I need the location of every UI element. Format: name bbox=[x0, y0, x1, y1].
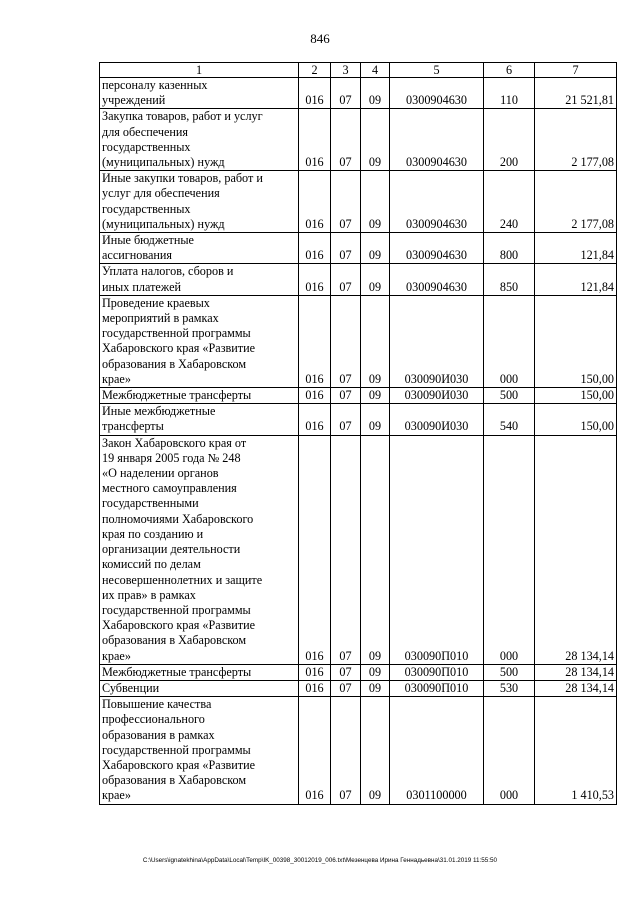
section-code: 07 bbox=[331, 295, 361, 387]
subsection-code: 09 bbox=[361, 404, 390, 435]
target-article-code: 0301100000 bbox=[390, 697, 484, 804]
row-name-line: персоналу казенных bbox=[102, 78, 208, 92]
row-name-line: государственной программы bbox=[102, 742, 251, 757]
table-row bbox=[100, 664, 617, 680]
amount-value: 2 177,08 bbox=[535, 171, 617, 233]
page-number: 846 bbox=[310, 31, 330, 46]
subsection-code: 09 bbox=[361, 295, 390, 387]
gov-code: 016 bbox=[299, 388, 331, 404]
subsection-code: 09 bbox=[361, 388, 390, 404]
row-name-line: Иные бюджетные bbox=[102, 233, 194, 248]
col-header: 5 bbox=[390, 63, 484, 78]
target-article-code: 0300904630 bbox=[390, 78, 484, 109]
table-row bbox=[100, 171, 617, 233]
row-name-line: (муниципальных) нужд bbox=[102, 155, 225, 170]
table-row bbox=[100, 264, 617, 295]
row-name-line: несовершеннолетних и защите bbox=[102, 572, 263, 587]
gov-code: 016 bbox=[299, 171, 331, 233]
target-article-code: 030090И030 bbox=[390, 404, 484, 435]
row-name-line: государственной программы bbox=[102, 326, 251, 341]
row-name-line: крае» bbox=[102, 788, 131, 803]
gov-code: 016 bbox=[299, 78, 331, 109]
row-name-line: «О наделении органов bbox=[102, 466, 219, 481]
row-name-line: Хабаровского края «Развитие bbox=[102, 341, 256, 356]
row-name-line: услуг для обеспечения bbox=[102, 186, 220, 201]
row-name-line: для обеспечения bbox=[102, 124, 189, 139]
table-body bbox=[100, 78, 617, 805]
amount-value: 1 410,53 bbox=[535, 697, 617, 804]
col-header: 2 bbox=[299, 63, 331, 78]
expense-type-code: 000 bbox=[484, 295, 535, 387]
row-name-line: трансферты bbox=[102, 419, 164, 434]
table-row bbox=[100, 233, 617, 264]
row-name-line: полномочиями Хабаровского bbox=[102, 511, 254, 526]
amount-value: 121,84 bbox=[535, 264, 617, 295]
section-code: 07 bbox=[331, 233, 361, 264]
gov-code: 016 bbox=[299, 295, 331, 387]
amount-value: 2 177,08 bbox=[535, 109, 617, 171]
row-name-line: образования в Хабаровском bbox=[102, 356, 247, 371]
gov-code: 016 bbox=[299, 697, 331, 804]
amount-value: 28 134,14 bbox=[535, 435, 617, 664]
target-article-code: 030090П010 bbox=[390, 435, 484, 664]
col-header: 1 bbox=[100, 63, 299, 78]
table-header-row bbox=[100, 63, 617, 78]
row-name bbox=[100, 233, 299, 264]
row-name bbox=[100, 295, 299, 387]
row-name-line: учреждений bbox=[102, 93, 166, 108]
row-name-line: Межбюджетные трансферты bbox=[102, 664, 252, 679]
row-name bbox=[100, 109, 299, 171]
expense-type-code: 540 bbox=[484, 404, 535, 435]
table-row bbox=[100, 435, 617, 664]
table-row bbox=[100, 680, 617, 696]
row-name bbox=[100, 664, 299, 680]
amount-value: 121,84 bbox=[535, 233, 617, 264]
row-name-line: Межбюджетные трансферты bbox=[102, 388, 252, 403]
file-path-footer: C:\Users\ignatekhina\AppData\Local\Temp\IK_00398_30012019_006.txt\Мезенцева Ирина Геннадьевна\31.01.2019 11:55:50 bbox=[142, 857, 498, 864]
row-name bbox=[100, 171, 299, 233]
expense-type-code: 240 bbox=[484, 171, 535, 233]
table-row bbox=[100, 388, 617, 404]
row-name-line: организации деятельности bbox=[102, 542, 241, 557]
row-name-line: Хабаровского края «Развитие bbox=[102, 757, 256, 772]
row-name-line: (муниципальных) нужд bbox=[102, 216, 225, 231]
row-name-line: Хабаровского края «Развитие bbox=[102, 618, 256, 633]
row-name-line: 19 января 2005 года № 248 bbox=[102, 450, 241, 465]
expense-type-code: 800 bbox=[484, 233, 535, 264]
expense-type-code: 000 bbox=[484, 435, 535, 664]
section-code: 07 bbox=[331, 404, 361, 435]
amount-value: 28 134,14 bbox=[535, 680, 617, 696]
row-name-line: комиссий по делам bbox=[102, 557, 201, 572]
expense-type-code: 200 bbox=[484, 109, 535, 171]
row-name bbox=[100, 435, 299, 664]
row-name-line: мероприятий в рамках bbox=[102, 311, 219, 326]
row-name-line: государственными bbox=[102, 496, 199, 511]
row-name bbox=[100, 697, 299, 804]
target-article-code: 0300904630 bbox=[390, 109, 484, 171]
subsection-code: 09 bbox=[361, 264, 390, 295]
col-header: 4 bbox=[361, 63, 390, 78]
row-name-line: Проведение краевых bbox=[102, 295, 210, 310]
row-name-line: профессионального bbox=[102, 712, 205, 727]
table-row bbox=[100, 404, 617, 435]
gov-code: 016 bbox=[299, 680, 331, 696]
gov-code: 016 bbox=[299, 404, 331, 435]
amount-value: 28 134,14 bbox=[535, 664, 617, 680]
section-code: 07 bbox=[331, 109, 361, 171]
subsection-code: 09 bbox=[361, 78, 390, 109]
row-name-line: государственных bbox=[102, 201, 191, 216]
subsection-code: 09 bbox=[361, 233, 390, 264]
row-name-line: крае» bbox=[102, 648, 131, 663]
target-article-code: 0300904630 bbox=[390, 264, 484, 295]
section-code: 07 bbox=[331, 680, 361, 696]
row-name bbox=[100, 78, 299, 109]
section-code: 07 bbox=[331, 388, 361, 404]
section-code: 07 bbox=[331, 264, 361, 295]
row-name-line: образования в Хабаровском bbox=[102, 633, 247, 648]
table-row bbox=[100, 109, 617, 171]
col-header: 3 bbox=[331, 63, 361, 78]
expense-type-code: 530 bbox=[484, 680, 535, 696]
row-name-line: Субвенции bbox=[102, 680, 160, 695]
row-name-line: местного самоуправления bbox=[102, 481, 237, 496]
row-name-line: их прав» в рамках bbox=[102, 587, 196, 602]
gov-code: 016 bbox=[299, 664, 331, 680]
subsection-code: 09 bbox=[361, 697, 390, 804]
row-name-line: иных платежей bbox=[102, 279, 181, 294]
expense-type-code: 500 bbox=[484, 664, 535, 680]
expense-type-code: 110 bbox=[484, 78, 535, 109]
row-name-line: государственной программы bbox=[102, 602, 251, 617]
target-article-code: 0300904630 bbox=[390, 171, 484, 233]
row-name-line: Повышение качества bbox=[102, 697, 212, 712]
row-name bbox=[100, 264, 299, 295]
section-code: 07 bbox=[331, 78, 361, 109]
row-name bbox=[100, 680, 299, 696]
expense-type-code: 500 bbox=[484, 388, 535, 404]
budget-table bbox=[99, 62, 617, 805]
section-code: 07 bbox=[331, 171, 361, 233]
amount-value: 21 521,81 bbox=[535, 78, 617, 109]
row-name-line: Иные закупки товаров, работ и bbox=[102, 171, 263, 186]
subsection-code: 09 bbox=[361, 680, 390, 696]
subsection-code: 09 bbox=[361, 435, 390, 664]
section-code: 07 bbox=[331, 697, 361, 804]
section-code: 07 bbox=[331, 435, 361, 664]
row-name-line: Иные межбюджетные bbox=[102, 404, 216, 419]
row-name-line: образования в Хабаровском bbox=[102, 773, 247, 788]
subsection-code: 09 bbox=[361, 109, 390, 171]
row-name bbox=[100, 388, 299, 404]
table-row bbox=[100, 697, 617, 804]
subsection-code: 09 bbox=[361, 171, 390, 233]
row-name-line: Закупка товаров, работ и услуг bbox=[102, 109, 263, 124]
amount-value: 150,00 bbox=[535, 404, 617, 435]
table-row bbox=[100, 78, 617, 109]
target-article-code: 030090И030 bbox=[390, 295, 484, 387]
row-name-line: государственных bbox=[102, 139, 191, 154]
row-name-line: Закон Хабаровского края от bbox=[102, 435, 247, 450]
amount-value: 150,00 bbox=[535, 388, 617, 404]
col-header: 7 bbox=[535, 63, 617, 78]
row-name bbox=[100, 404, 299, 435]
target-article-code: 030090П010 bbox=[390, 680, 484, 696]
row-name-line: Уплата налогов, сборов и bbox=[102, 264, 234, 279]
subsection-code: 09 bbox=[361, 664, 390, 680]
amount-value: 150,00 bbox=[535, 295, 617, 387]
row-name-line: крае» bbox=[102, 371, 131, 386]
table-row bbox=[100, 295, 617, 387]
section-code: 07 bbox=[331, 664, 361, 680]
row-name-line: образования в рамках bbox=[102, 727, 215, 742]
row-name-line: края по созданию и bbox=[102, 526, 204, 541]
target-article-code: 0300904630 bbox=[390, 233, 484, 264]
row-name-line: ассигнования bbox=[102, 248, 173, 263]
target-article-code: 030090П010 bbox=[390, 664, 484, 680]
target-article-code: 030090И030 bbox=[390, 388, 484, 404]
gov-code: 016 bbox=[299, 264, 331, 295]
gov-code: 016 bbox=[299, 109, 331, 171]
gov-code: 016 bbox=[299, 435, 331, 664]
expense-type-code: 850 bbox=[484, 264, 535, 295]
expense-type-code: 000 bbox=[484, 697, 535, 804]
col-header: 6 bbox=[484, 63, 535, 78]
gov-code: 016 bbox=[299, 233, 331, 264]
